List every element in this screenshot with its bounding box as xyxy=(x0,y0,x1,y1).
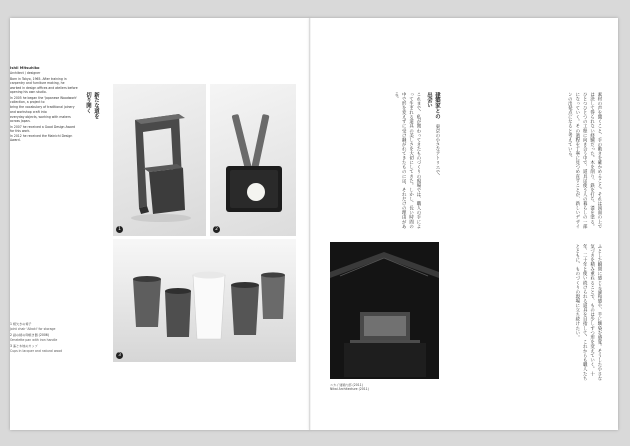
caption-ja: 2 鉄の柄の卵焼き器 (2006) xyxy=(10,333,49,338)
cups-illustration xyxy=(113,239,296,362)
right-body-lead: 東京の小さなアトリエで、 xyxy=(435,124,440,179)
right-heading: 建築家との出会い xyxy=(426,92,440,119)
photo-number-badge: 1 xyxy=(116,226,123,233)
photo-interior xyxy=(330,242,439,379)
interior-caption xyxy=(330,383,369,392)
photo-pan xyxy=(210,84,296,236)
photo-number-badge: 2 xyxy=(213,226,220,233)
right-body-intro: これまで、私が関わってきたものづくりの現場では、職人の手によって生まれる道具の美しさを大切にしてきた。しかし、長い時間の中で形を変えずに受け継がれてきたものには、それだけの理由がある。 xyxy=(393,92,421,229)
pan-illustration xyxy=(210,84,296,236)
bio-line: Born in Tokyo, 1965. After training in carpentry and furniture making, he xyxy=(10,76,67,85)
bio-line: In 2007 he received a Good Design Award for this work. xyxy=(10,124,76,133)
chair-illustration xyxy=(113,84,206,236)
photo-cups xyxy=(113,239,296,362)
interior-caption-ja: ニカイ建築内部 (2011) xyxy=(330,383,363,387)
caption-ja: 1 相欠きの椅子 xyxy=(10,322,32,326)
photo-number-badge: 3 xyxy=(116,352,123,359)
designer-bio xyxy=(10,66,78,144)
caption-item xyxy=(10,344,90,353)
bio-line: In 2005 he began the 'Japanese Woodwork' collection, a project to xyxy=(10,95,78,105)
photo-chair xyxy=(113,84,206,236)
caption-en: Omelette pan with iron handle xyxy=(10,337,58,342)
right-body-top: 素材の声を聞くこと、手の動きを確かめること。それは図面の上では決して得られない経験だった。木を削り、鉄を打ち、漆を塗る。ひとつひとつの工程に向き合う中で、道具は使う人の暮らしの一部になっていく。その過程を丁寧に見つめ直すことが、新しいデザインの出発点になると考えている。 xyxy=(567,92,602,229)
bio-line: In 2012 he received the Mainichi Design Award. xyxy=(10,134,73,143)
interior-caption-en: Nikai Architecture (2011) xyxy=(330,387,369,392)
bio-line: worked in design offices and ateliers before opening his own studio. xyxy=(10,86,78,95)
left-heading: 新たな道を切り開く xyxy=(85,92,99,119)
caption-item xyxy=(10,322,90,331)
interior-illustration xyxy=(330,242,439,379)
caption-en: Joint chair 'Aikaki' for storage xyxy=(10,326,56,331)
caption-item xyxy=(10,333,90,342)
bio-line: bring the vocabulary of traditional joinery and workshop craft into xyxy=(10,105,75,114)
caption-ja: 3 漆と木地のカップ xyxy=(10,344,38,349)
bio-role: Architect / designer xyxy=(10,71,41,76)
caption-en: Cups in lacquer and natural wood xyxy=(10,348,63,353)
bio-line: everyday objects, working with makers across Japan. xyxy=(10,114,71,124)
photo-captions xyxy=(10,322,90,356)
bio-name: Ishii Mitsuhiko xyxy=(10,66,40,70)
right-body-bottom: ふとした瞬間に感じる違和感や、手に馴染む感覚。そうした小さな気づきを積み重ねることで、ものは少しずつ形を変えていく。十年、二十年と使い続けられる道具を目指して、これからも職人たちとともに、ものづくりの現場に立ち続けたい。 xyxy=(574,244,602,381)
